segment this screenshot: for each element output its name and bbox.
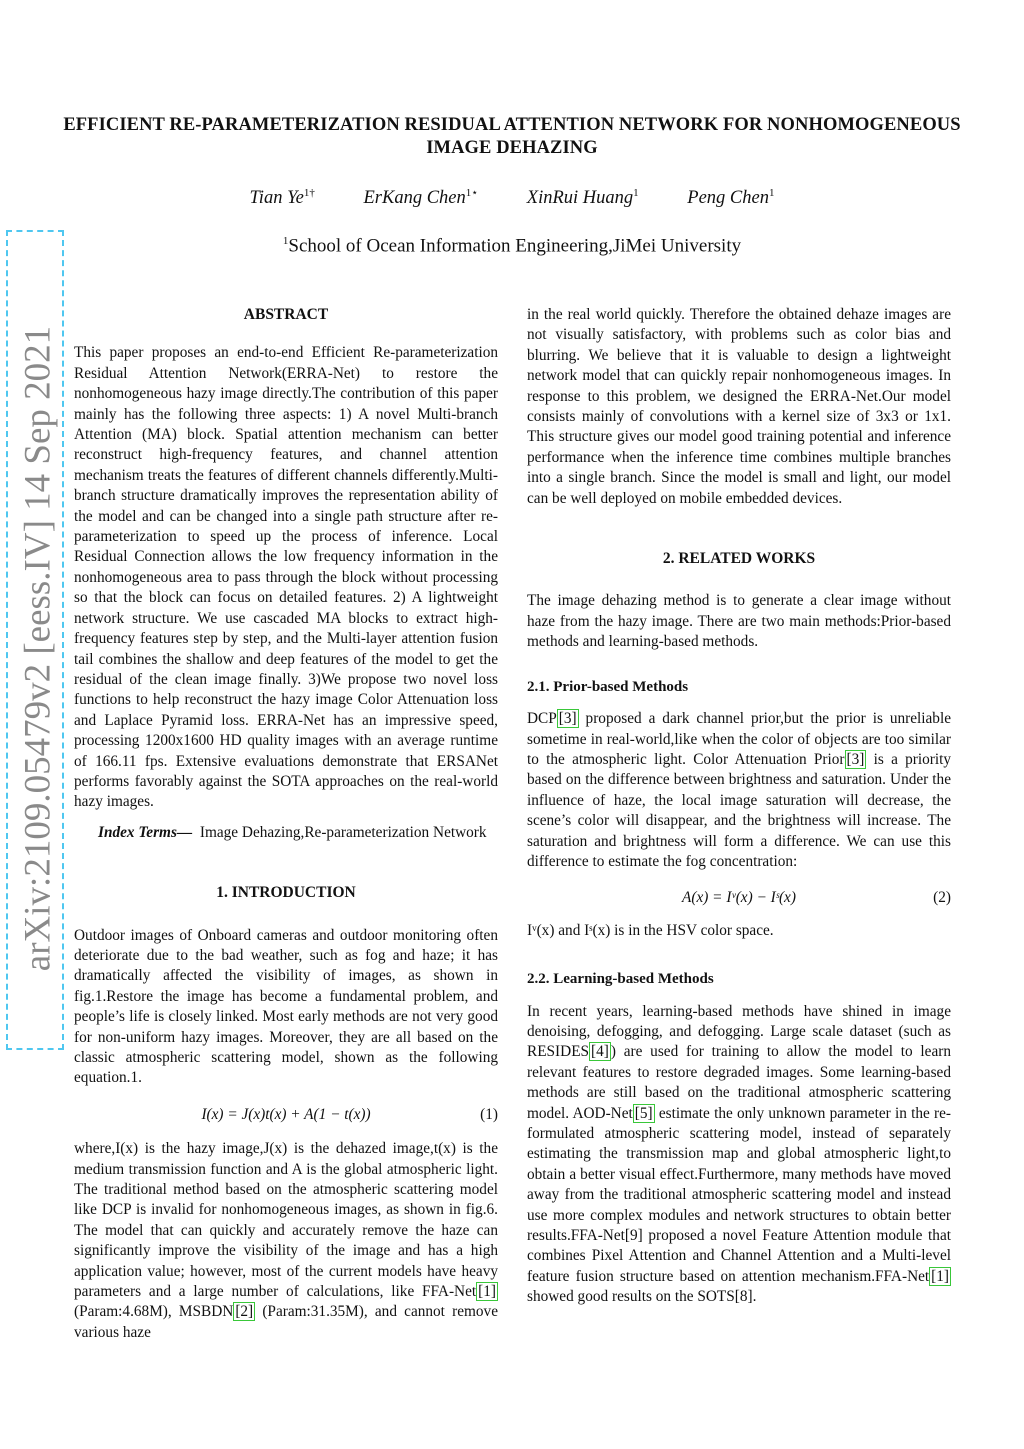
prior-based-heading: 2.1. Prior-based Methods — [527, 678, 689, 695]
equation-1: I(x) = J(x)t(x) + A(1 − t(x)) (1) — [201, 1105, 498, 1123]
citation-link[interactable]: [1] — [931, 1267, 949, 1285]
citation-link[interactable]: [1] — [478, 1283, 496, 1301]
intro-paragraph: Outdoor images of Onboard cameras and outdoor monitoring often deteriorate due to the bad weather, such as fog and haze; it has dramatically affected the visibility of images, as shown in fig.1.Restore the image has become a fundamental problem, and people’s life is closely linked. Most early methods are not very good for non-uniform hazy images. Moreover, they are all based on the classic atmospheric scattering model, shown as the following equation.1. — [74, 926, 498, 1087]
equation-2: A(x) = Iᵛ(x) − Iˢ(x) (2) — [682, 889, 951, 907]
author: Tian $Ye^{1\dagger}$ — [249, 187, 315, 209]
related-works-heading: 2. RELATED WORKS — [662, 550, 816, 568]
intro-continued: in the real world quickly. Therefore the obtained dehaze images are not visually satisfactory, with problems such as color bias and blurring. We believe that it is valuable to design a lightweight network model that can quickly repair nonhomogeneous images. In response to this problem, we designed the ERRA-Net.Our model consists mainly of convolutions with a kernel size of 3x3 or 1x1. This structure gives our model good training potential and inference performance when the inference time combines multiple branches into a single branch. Since the model is small and light, our model can be well deployed on mobile embedded devices. — [527, 306, 951, 507]
affiliation: $^1$School of Ocean Information Engineering,JiMei University — [282, 235, 742, 257]
index-terms: Index Terms— Image Dehazing,Re-parameterization Network — [98, 823, 487, 841]
author: XinRui Huang$^1$ — [526, 187, 639, 209]
author: ErKang Chen$^{1⋆}$ — [363, 187, 479, 209]
learning-based-paragraph: In recent years, learning-based methods have shined in image denoising, defogging, and defogging. Large scale dataset (such as RESIDES [4] ) are used for training to allow the model to learn relevant features to restore degraded images. Some learning-based methods are still based on the traditional atmospheric scattering model. AOD-Net [5] estimate the only unknown parameter in the re-formulated atmospheric scattering model, instead of separately estimating the transmission map and global atmospheric light,to obtain a better visual effect.Furthermore, many methods have moved away from the traditional atmospheric scattering model and instead use more complex modules and network structures to obtain better results.FFA-Net[9] proposed a novel Feature Attention module that combines Pixel Attention and Channel Attention and a Multi-level feature fusion structure based on attention mechanism.FFA-Net [1] showed good results on the SOTS[8]. — [527, 1002, 951, 1306]
citation-link[interactable]: [2] — [235, 1303, 254, 1321]
hsv-note: Iᵛ(x) and Iˢ(x) is in the HSV color space. — [527, 921, 774, 939]
right-column — [527, 305, 951, 1308]
citation-link[interactable]: [5] — [634, 1104, 653, 1122]
citation-link[interactable]: [3] — [846, 750, 865, 768]
intro-paragraph-2: where,I(x) is the hazy image,J(x) is the dehazed image,t(x) is the medium transmission function and A is the global atmospheric light. The traditional method based on the atmospheric scattering model like DCP is invalid for nonhomogeneous images, as shown in fig.6. The model that can quickly and accurately remove the haze can significantly improve the visibility of the image and has a high application value; however, most of the current models have heavy parameters and a large number of calculations, like FFA-Net [1](Param:4.68M), MSBDN [2] (Param:31.35M), and cannot remove various haze — [74, 1140, 498, 1341]
author: Peng Chen$^1$ — [687, 187, 775, 209]
arxiv-id: arXiv:2109.05479v2 [eess.IV] 14 Sep 2021 — [17, 325, 59, 972]
abstract-body: This paper proposes an end-to-end Efficient Re-parameterization Residual Attention Network(ERRA-Net) to restore the nonhomogeneous hazy image directly.The contribution of this paper mainly has the following three aspects: 1) A novel Multi-branch Attention (MA) block. Spatial attention mechanism can better reconstruct high-frequency features, and channel attention mechanism treats the features of different channels differently.Multi-branch structure dramatically improves the representation ability of the model and can be changed into a single path structure after re-parameterization to speed up the process of inference. Local Residual Connection allows the low frequency information in the nonhomogeneous area to pass through the block without processing so that the block can focus on detailed features. 2) A lightweight network structure. We use cascaded MA blocks to extract high-frequency features step by step, and the Multi-layer attention fusion tail combines the shallow and deep features of the model to get the residual of the clean image finally. 3)We propose two novel loss functions to help reconstruct the hazy image Color Attenuation loss and Laplace Pyramid loss. ERRA-Net has an impressive speed, processing 1200x1600 HD quality images with an average runtime of 166.11 fps. Extensive evaluations demonstrate that ERSANet performs favorably against the SOTA approaches on the real-world hazy images. — [74, 344, 498, 811]
paper-title: EFFICIENT RE-PARAMETERIZATION RESIDUAL ATTENTION NETWORK FOR NONHOMOGENEOUS IMAGE DEHAZING — [63, 115, 961, 158]
learning-based-heading: 2.2. Learning-based Methods — [527, 971, 714, 988]
arxiv-stamp — [6, 230, 64, 1050]
prior-based-paragraph: DCP [3] proposed a dark channel prior,but the prior is unreliable sometime in real-world,like when the color of objects are too similar to the atmospheric light. Color Attenuation Prior [3] is a priority based on the difference between brightness and saturation. Under the influence of haze, the local image saturation will decrease, the scene’s color will disappear, and the brightness will increase. The saturation and brightness will form a difference. We can use this difference to estimate the fog concentration: — [527, 710, 951, 870]
left-column — [74, 305, 498, 1343]
citation-link[interactable]: [4] — [591, 1043, 609, 1061]
intro-heading: 1. INTRODUCTION — [216, 884, 356, 902]
author-list — [0, 186, 1024, 209]
related-works-paragraph: The image dehazing method is to generate a clear image without haze from the hazy image. There are two main methods:Prior-based methods and learning-based methods. — [527, 592, 951, 651]
citation-link[interactable]: [3] — [558, 710, 577, 728]
abstract-heading: ABSTRACT — [243, 306, 329, 323]
